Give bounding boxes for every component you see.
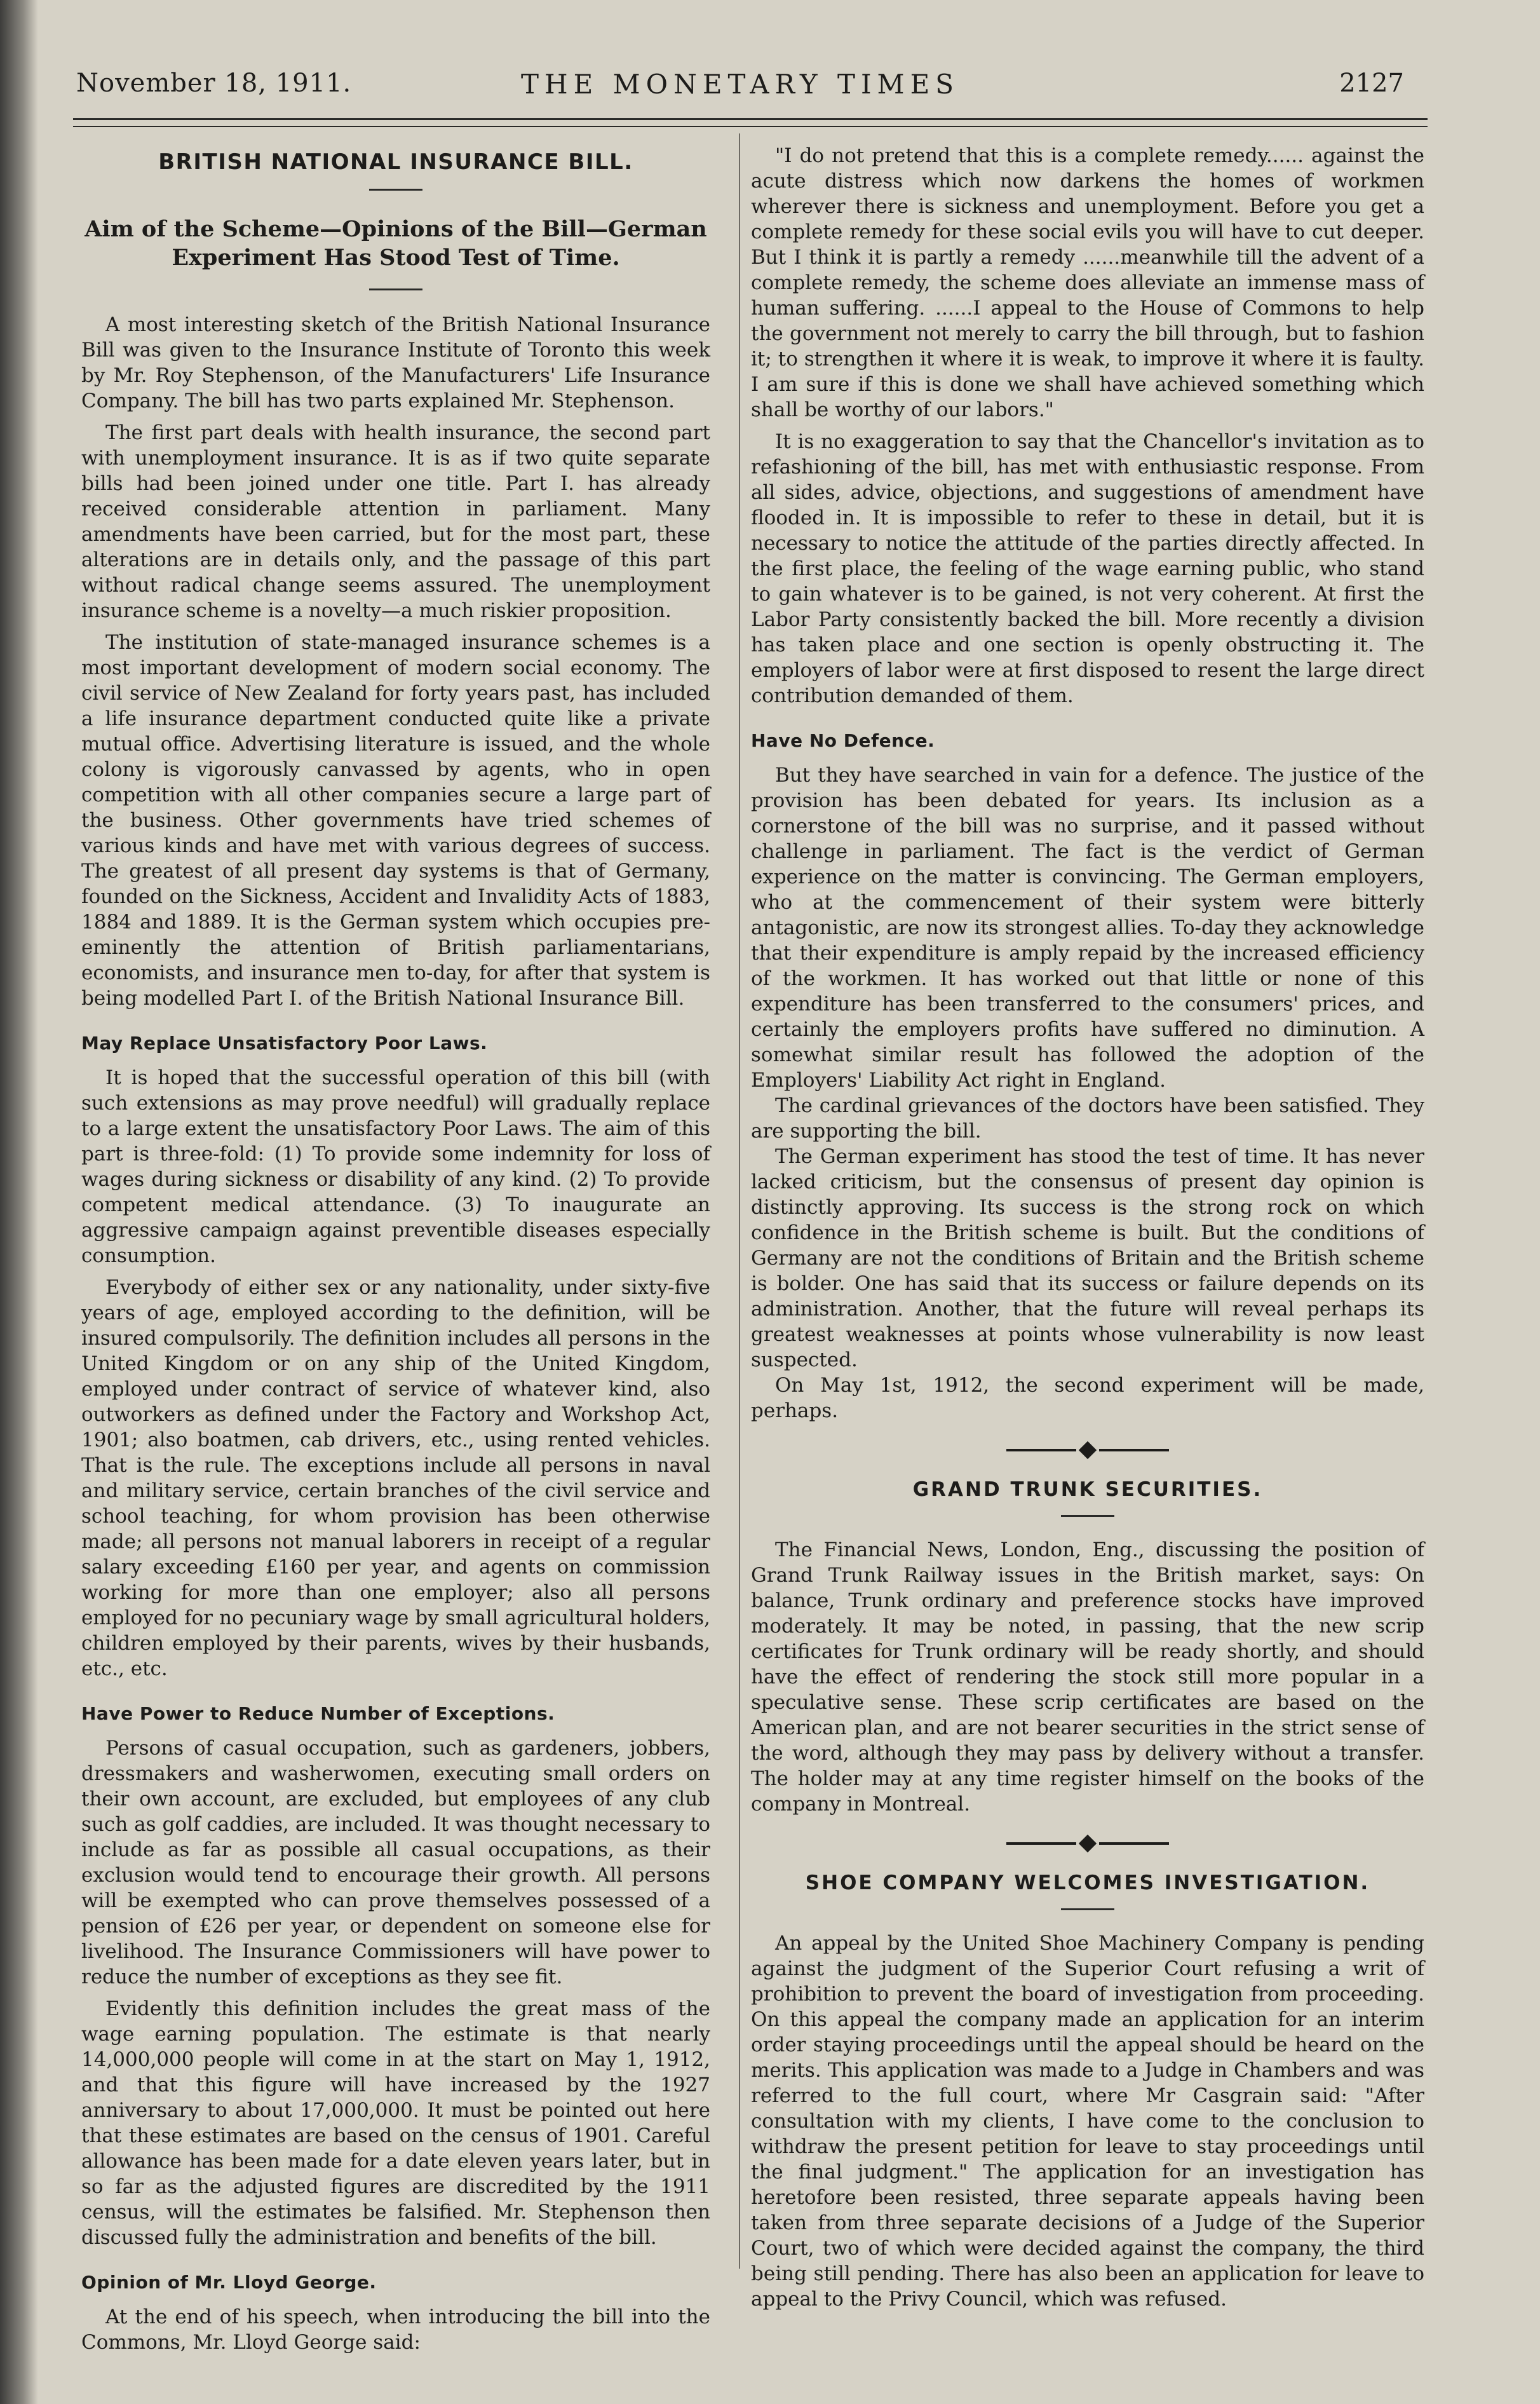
header-date: November 18, 1911.: [76, 69, 352, 98]
section-heading: Have Power to Reduce Number of Exceptions.: [81, 1703, 555, 1724]
paragraph: The Financial News, London, Eng., discussing the position of Grand Trunk Railway issues in the British market, says: On balance, Trunk ordinary and preference stocks have improved moderately. It may be noted, in passing, that the new scrip certificates for Trunk ordinary will be ready shortly, and should have the effect of rendering the stock still more popular in a speculative sense. These scrip certificates are based on the American plan, and are not bearer securities in the strict sense of the word, although they may pass by delivery without a transfer. The holder may at any time register himself on the books of the company in Montreal.: [751, 1538, 1424, 1816]
paragraph: On May 1st, 1912, the second experiment will be made, perhaps.: [751, 1374, 1424, 1422]
paragraph: The German experiment has stood the test of time. It has never lacked criticism, but the consensus of present day opinion is distinctly approving. Its success is the strong rock on which confidence in the British scheme is built. But the conditions of Germany are not the conditions of Britain and the British scheme is bolder. One has said that its success or failure depends on its administration. Another, that the future will reveal perhaps its greatest weaknesses at points whose vulnerability is now least suspected.: [751, 1145, 1424, 1371]
header-rule-double: [73, 126, 1428, 127]
title-rule: [1061, 1515, 1114, 1517]
article-deck: Aim of the Scheme—Opinions of the Bill—German Experiment Has Stood Test of Time.: [84, 216, 707, 271]
paragraph: But they have searched in vain for a defence. The justice of the provision has been debated for years. Its inclusion as a cornerstone of the bill was no surprise, and it passed without challenge in parliament. The fact is the verdict of German experience on the matter is convincing. The German employers, who at the commencement of their system were bitterly antagonistic, are now its strongest allies. To-day they acknowledge that their expenditure is amply repaid by the increased efficiency of the workmen. It has worked out that little or none of this expenditure has been transferred to the consumers' prices, and certainly the employers profits have suffered no diminution. A somewhat similar result has followed the adoption of the Employers' Liability Act right in England.: [751, 764, 1424, 1092]
page-header: [76, 69, 1404, 113]
left-column: [81, 143, 710, 2355]
paragraph: The institution of state-managed insurance schemes is a most important development of modern social economy. The civil service of New Zealand for forty years past, has included a life insurance department conducted quite like a private mutual office. Advertising literature is issued, and the whole colony is vigorously canvassed by agents, who in open competition with all other companies secure a large part of the business. Other governments have tried schemes of various kinds and have met with various degrees of success. The greatest of all present day systems is that of Germany, founded on the Sickness, Accident and Invalidity Acts of 1883, 1884 and 1889. It is the German system which occupies pre-eminently the attention of British parliamentarians, economists, and insurance men to-day, for after that system is being modelled Part I. of the British National Insurance Bill.: [81, 631, 710, 1010]
paragraph: The cardinal grievances of the doctors have been satisfied. They are supporting the bill.: [751, 1094, 1424, 1143]
publication-title: THE MONETARY TIMES: [521, 69, 959, 100]
section-heading: Opinion of Mr. Lloyd George.: [81, 2272, 377, 2293]
title-rule: [369, 189, 422, 191]
paragraph: It is hoped that the successful operation of this bill (with such extensions as may prove needful) will gradually replace to a large extent the unsatisfactory Poor Laws. The aim of this part is three-fold: (1) To provide some indemnity for loss of wages during sickness or disability of any kind. (2) To provide competent medical attendance. (3) To inaugurate an aggressive campaign against preventible diseases especially consumption.: [81, 1066, 710, 1267]
paragraph: The first part deals with health insurance, the second part with unemployment insurance. It is as if two quite separate bills had been joined under one title. Part I. has already received considerable attention in parliament. Many amendments have been carried, but for the most part, these alterations are in details only, and the passage of this part without radical change seems assured. The unemployment insurance scheme is a novelty—a much riskier proposition.: [81, 421, 710, 622]
paragraph: An appeal by the United Shoe Machinery Company is pending against the judgment of the Superior Court refusing a writ of prohibition to prevent the board of investigation from proceeding. On this appeal the company made an application for an interim order staying proceedings until the appeal should be heard on the merits. This application was made to a Judge in Chambers and was referred to the full court, where Mr Casgrain said: "After consultation with my clients, I have come to the conclusion to withdraw the present petition for leave to stay proceedings until the final judgment." The application for an investigation has heretofore been resisted, three separate appeals having been taken from three separate decisions of a Judge of the Superior Court, two of which were decided against the company, the third being still pending. There has also been an application for leave to appeal to the Privy Council, which was refused.: [751, 1932, 1424, 2311]
quote-paragraph: "I do not pretend that this is a complete remedy...... against the acute distress which now darkens the homes of workmen wherever there is sickness and unemployment. Before you get a complete remedy for these social evils you will have to cut deeper. But I think it is partly a remedy ......meanwhile till the advent of a complete remedy, the scheme does alleviate an immense mass of human suffering. ......I appeal to the House of Commons to help the government not merely to carry the bill through, but to fashion it; to strengthen it where it is weak, to improve it where it is faulty. I am sure if this is done we shall have achieved something which shall be worthy of our labors.": [751, 144, 1424, 421]
page-number: 2127: [1339, 69, 1404, 98]
paragraph: Persons of casual occupation, such as gardeners, jobbers, dressmakers and washerwomen, executing small orders on their own account, are excluded, but employees of any club such as golf caddies, are included. It was thought necessary to include as far as possible all casual occupations, as their exclusion would tend to encourage their growth. All persons will be exempted who can prove themselves possessed of a pension of £26 per year, or dependent on someone else for livelihood. The Insurance Commissioners will have power to reduce the number of exceptions as they see fit.: [81, 1737, 710, 1988]
section-ornament: [751, 1837, 1424, 1850]
article-title: GRAND TRUNK SECURITIES.: [912, 1478, 1263, 1501]
paragraph: Everybody of either sex or any nationality, under sixty-five years of age, employed according to the definition, will be insured compulsorily. The definition includes all persons in the United Kingdom or on any ship of the United Kingdom, employed under contract of service of whatever kind, also outworkers as defined under the Factory and Workshop Act, 1901; also boatmen, cab drivers, etc., using rented vehicles. That is the rule. The exceptions include all persons in naval and military service, certain branches of the civil service and school teaching, for whom provision has been otherwise made; all persons not manual laborers in receipt of a regular salary exceeding £160 per year, and agents on commission working for more than one employer; also all persons employed for no pecuniary wage by small agricultural holders, children employed by their parents, wives by their husbands, etc., etc.: [81, 1276, 710, 1680]
section-heading: Have No Defence.: [751, 730, 935, 751]
section-heading: May Replace Unsatisfactory Poor Laws.: [81, 1033, 488, 1054]
right-column: [751, 143, 1424, 2312]
page-binding-shadow: [0, 0, 38, 2404]
paragraph: At the end of his speech, when introducing the bill into the Commons, Mr. Lloyd George said:: [81, 2306, 710, 2354]
paragraph: Evidently this definition includes the great mass of the wage earning population. The estimate is that nearly 14,000,000 people will come in at the start on May 1, 1912, and that this figure will have increased by the 1927 anniversary to about 17,000,000. It must be pointed out here that these estimates are based on the census of 1901. Careful allowance has been made for a date eleven years later, but in so far as the adjusted figures are discredited by the 1911 census, will the estimates be falsified. Mr. Stephenson then discussed fully the administration and benefits of the bill.: [81, 1997, 710, 2249]
article-title: BRITISH NATIONAL INSURANCE BILL.: [158, 149, 633, 175]
paragraph: It is no exaggeration to say that the Chancellor's invitation as to refashioning of the bill, has met with enthusiastic response. From all sides, advice, objections, and suggestions of amendment have flooded in. It is impossible to refer to these in detail, but it is necessary to notice the attitude of the parties directly affected. In the first place, the feeling of the wage earning public, who stand to gain whatever is to be gained, is not very coherent. At first the Labor Party consistently backed the bill. More recently a division has taken place and one section is openly obstructing it. The employers of labor were at first disposed to resent the large direct contribution demanded of them.: [751, 430, 1424, 707]
header-rule: [73, 118, 1428, 120]
article-title: SHOE COMPANY WELCOMES INVESTIGATION.: [805, 1871, 1370, 1894]
column-divider: [739, 133, 740, 2269]
paragraph: A most interesting sketch of the British National Insurance Bill was given to the Insurance Institute of Toronto this week by Mr. Roy Stephenson, of the Manufacturers' Life Insurance Company. The bill has two parts explained Mr. Stephenson.: [81, 313, 710, 412]
section-ornament: [751, 1444, 1424, 1457]
title-rule: [1061, 1908, 1114, 1910]
deck-rule: [369, 289, 422, 290]
